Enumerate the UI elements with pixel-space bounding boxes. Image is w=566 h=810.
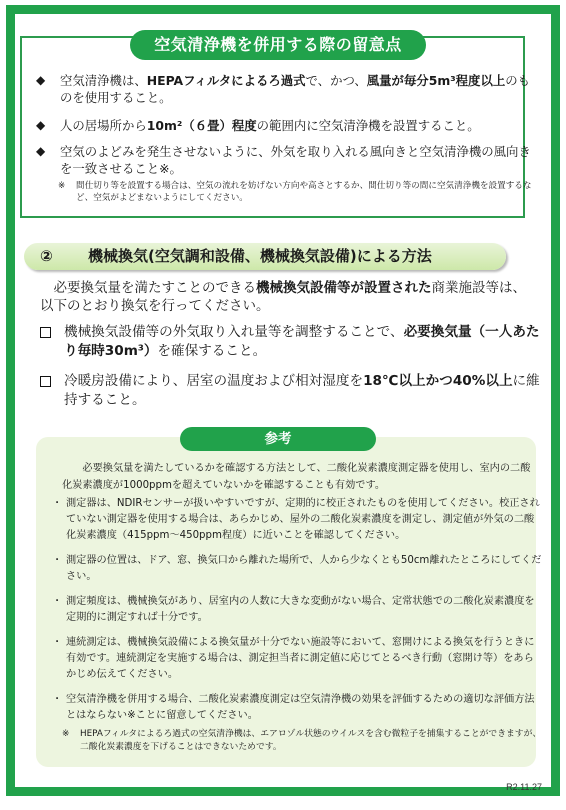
diamond-icon: ◆ [36, 73, 46, 87]
reference-title: 参考 [180, 427, 376, 451]
reference-note: ※ HEPAフィルタによるろ過式の空気清浄機は、エアロゾル状態のウイルスを含む微粒子を捕集することができますが、二酸化炭素濃度を下げることはできないためです。 [62, 729, 542, 752]
diamond-icon: ◆ [36, 144, 46, 158]
diamond-icon: ◆ [36, 118, 46, 132]
section1-bullet-2: ◆ 人の居場所から10m²（６畳）程度の範囲内に空気清浄機を設置すること。 [36, 118, 480, 133]
section2-title: 機械換気(空気調和設備、機械換気設備)による方法 [88, 247, 432, 265]
section1-note: ※ 間仕切り等を設置する場合は、空気の流れを妨げない方向や高さとするか、間仕切り等の間に空気清浄機を設置するなど、空気がよどまないようにしてください。 [58, 181, 532, 203]
section2-item-1: 機械換気設備等の外気取り入れ量等を調整することで、必要換気量（一人あたり毎時30m³）を確保すること。 [40, 323, 540, 361]
section2-header [24, 243, 506, 270]
section2-number: ② [40, 247, 53, 265]
section2-item-2: 冷暖房設備により、居室の温度および相対湿度を18℃以上かつ40%以上に維持すること。 [40, 372, 540, 410]
section1-bullet-3: ◆ 空気のよどみを発生させないように、外気を取り入れる風向きと空気清浄機の風向きを一致させること※。 [36, 144, 531, 176]
reference-bullet-2: ・ 測定器の位置は、ドア、窓、換気口から離れた場所で、人から少なくとも50cm離れたところにしてください。 [52, 555, 542, 582]
reference-bullet-3: ・ 測定頻度は、機械換気があり、居室内の人数に大きな変動がない場合、定常状態での二酸化炭素濃度を定期的に測定すれば十分です。 [52, 596, 535, 623]
section2-intro: 必要換気量を満たすことのできる機械換気設備等が設置された商業施設等は、以下のとおり換気を行ってください。 [40, 280, 526, 314]
section1-bullet-1: ◆ 空気清浄機は、HEPAフィルタによるろ過式で、かつ、風量が毎分5m³程度以上のものを使用すること。 [36, 73, 531, 105]
document-date: R2.11.27 [506, 782, 542, 792]
checkbox-square-icon [40, 327, 51, 338]
section1-title: 空気清浄機を併用する際の留意点 [130, 30, 426, 60]
reference-intro: 必要換気量を満たしているかを確認する方法として、二酸化炭素濃度測定器を使用し、室内の二酸化炭素濃度が1000ppmを超えていないかを確認することも有効です。 [62, 463, 531, 491]
reference-bullet-5: ・ 空気清浄機を併用する場合、二酸化炭素濃度測定は空気清浄機の効果を評価するための適切な評価方法とはならない※ことに留意してください。 [52, 694, 535, 721]
reference-bullet-1: ・ 測定器は、NDIRセンサーが扱いやすいですが、定期的に校正されたものを使用してください。校正されていない測定器を使用する場合は、あらかじめ、屋外の二酸化炭素濃度を測定し、測定値が外気の二酸化炭素濃度（415ppm～450ppm程度）に近いことを確認してください。 [52, 498, 540, 541]
checkbox-square-icon [40, 376, 51, 387]
reference-bullet-4: ・ 連続測定は、機械換気設備による換気量が十分でない施設等において、窓開けによる換気を行うときに有効です。連続測定を実施する場合は、測定担当者に測定値に応じてとるべき行動（窓開け等）をあらかじめ伝えてください。 [52, 637, 535, 680]
